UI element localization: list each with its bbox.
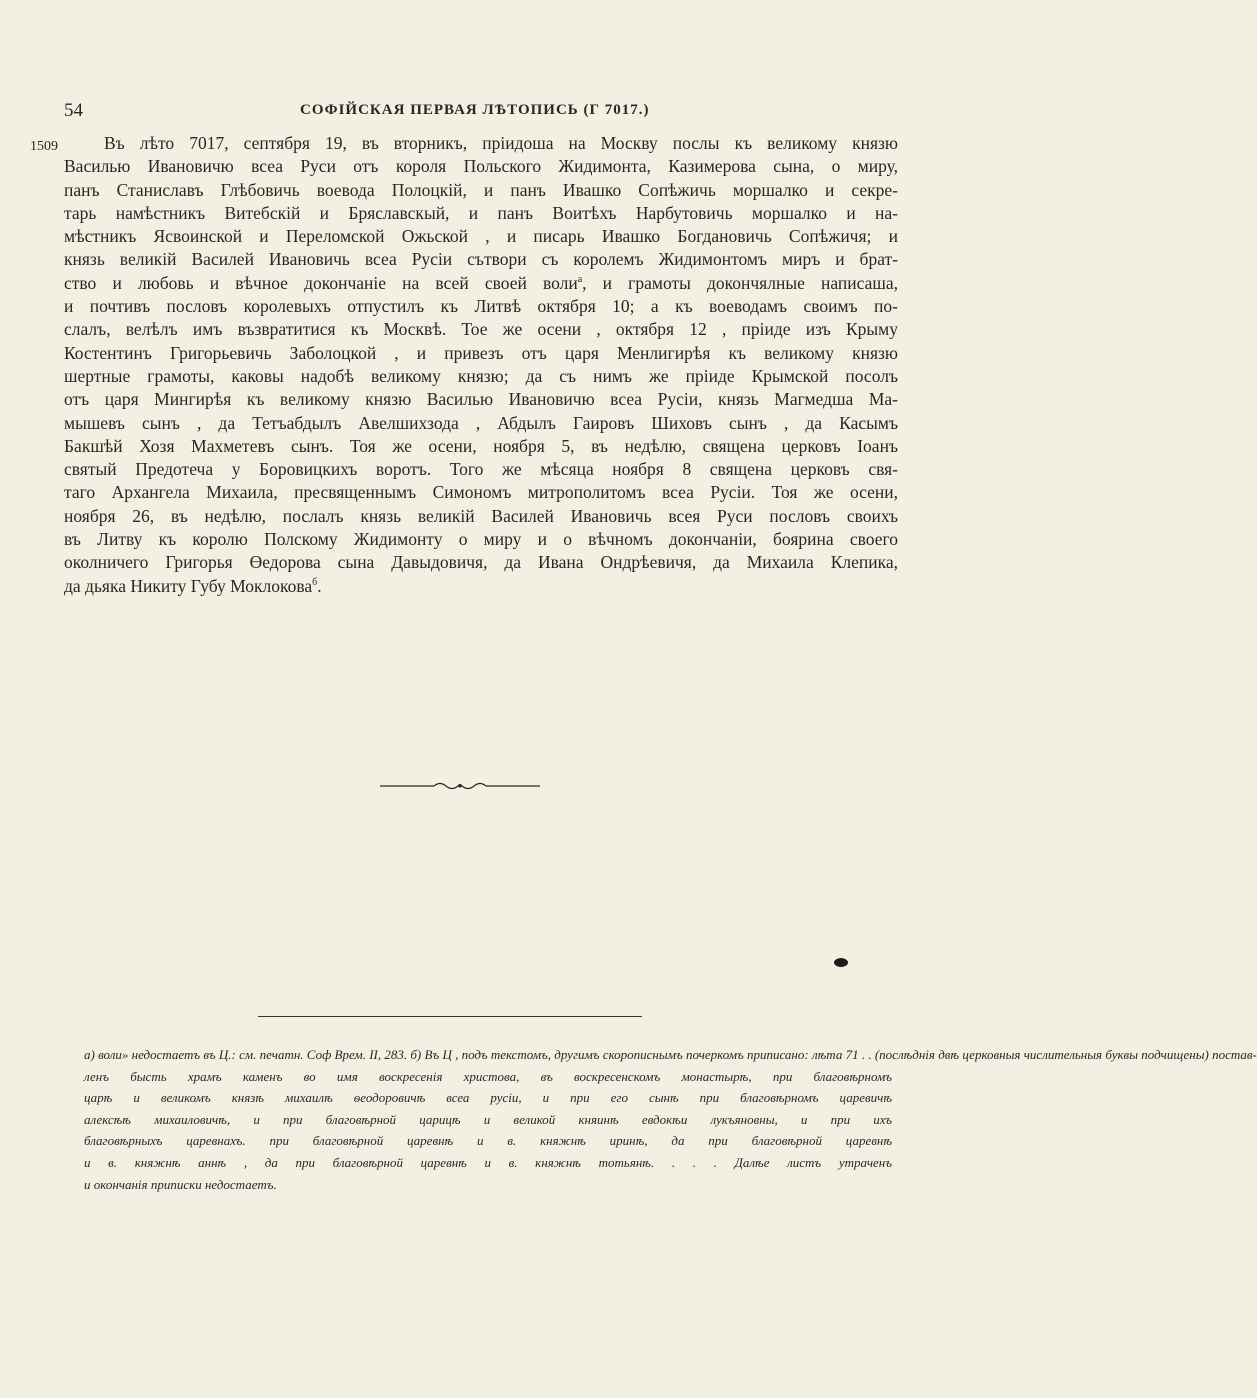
footnote-line: алексѣѣ михаиловичѣ, и при благовѣрной царицѣ и великой княинѣ евдокѣи лукъяновны, и при ихъ xyxy=(84,1111,892,1127)
text-line: панъ Станиславъ Глѣбовичь воевода Полоцкій, и панъ Ивашко Сопѣжичь моршалко и секре- xyxy=(64,179,898,200)
text-line: тарь намѣстникъ Витебскій и Бряславскый, и панъ Воитѣхъ Нарбутовичь моршалко и на- xyxy=(64,202,898,223)
text-line: шертные грамоты, каковы надобѣ великому князю; да съ нимъ же пріиде Крымской посолъ xyxy=(64,365,898,386)
ornament-divider xyxy=(380,780,540,792)
text-line-with-footnote: да дьяка Никиту Губу Моклокова$^б$. xyxy=(64,575,322,596)
text-fragment: ство и любовь и вѣчное докончаніе на всей своей воли xyxy=(64,272,578,293)
running-title: СОФІЙСКАЯ ПЕРВАЯ ЛѢТОПИСЬ (Г 7017.) xyxy=(300,102,650,118)
text-line: Василью Ивановичю всеа Руси отъ короля Польского Жидимонта, Казимерова сына, о миру, xyxy=(64,156,898,177)
text-line: мѣстникъ Ясвоинской и Переломской Ожьской , и писарь Ивашко Богдановичь Сопѣжичя; и xyxy=(64,226,898,247)
text-line: околничего Григорья Өедорова сына Давыдовичя, да Ивана Ондрѣевичя, да Михаила Клепика, xyxy=(64,552,898,573)
footnotes xyxy=(84,1044,1257,1195)
footnote-line: царѣ и великомъ князѣ михаилѣ ѳеодоровичѣ всеа русіи, и при его сынѣ при благовѣрномъ царевичѣ xyxy=(84,1090,892,1106)
text-line: князь великій Василей Ивановичь всеа Русіи сътвори съ королемъ Жидимонтомъ миръ и брат- xyxy=(64,249,898,270)
text-line: слалъ, велѣлъ имъ възвратитися къ Москвѣ. Тое же осени , октября 12 , пріиде изъ Крыму xyxy=(64,319,898,340)
footnote-separator xyxy=(258,1016,642,1017)
text-line: и почтивъ пословъ королевыхъ отпустилъ къ Литвѣ октября 10; а къ воеводамъ своимъ по- xyxy=(64,296,898,317)
text-line-with-footnote xyxy=(64,272,898,295)
footnote-line: а) воли» недостаетъ въ Ц.: см. печатн. Соф Врем. II, 283. б) Въ Ц , подъ текстомъ, другимъ скорописнымъ почеркомъ приписано: лѣта 71 . . (послѣднія двѣ церковныя числительныя буквы подчищены) постав- xyxy=(84,1047,1257,1062)
text-fragment: да дьяка Никиту Губу Моклокова xyxy=(64,575,313,596)
footnote-marker-b: б xyxy=(312,576,318,588)
text-line: святый Предотеча у Боровицкихъ воротъ. Того же мѣсяца ноября 8 священа церковъ свя- xyxy=(64,459,898,480)
footnote-line: благовѣрныхъ царевнахъ. при благовѣрной царевнѣ и в. княжнѣ иринѣ, да при благовѣрной царевнѣ xyxy=(84,1133,892,1149)
text-line: Въ лѣто 7017, септября 19, въ вторникъ, пріидоша на Москву послы къ великому князю xyxy=(104,133,898,153)
footnote-line: и в. княжнѣ аннѣ , да при благовѣрной царевнѣ и в. княжнѣ тотьянѣ. . . . Далѣе листъ утраченъ xyxy=(84,1154,892,1170)
text-fragment: , и грамоты докончялные написаша, xyxy=(582,272,898,293)
footnote-line: и окончанія приписки недостаетъ. xyxy=(84,1176,277,1192)
text-line: мышевъ сынъ , да Тетъабдылъ Авелшихзода , Абдылъ Гаировъ Шиховъ сынъ , да Касымъ xyxy=(64,412,898,433)
ink-dot xyxy=(834,958,848,967)
text-line: ноября 26, въ недѣлю, послалъ князь великій Василей Ивановичь всея Руси пословъ своихъ xyxy=(64,505,898,526)
page-number: 54 xyxy=(64,100,83,121)
main-text xyxy=(64,132,898,598)
text-line: отъ царя Мингирѣя къ великому князю Василью Ивановичю всеа Русіи, князь Магмедша Ма- xyxy=(64,389,898,410)
footnote-marker-a: а xyxy=(577,273,583,285)
margin-year-note: 1509 xyxy=(30,139,58,154)
footnote-line: ленъ бысть храмъ каменъ во имя воскресенія христова, въ воскресенскомъ монастырѣ, при благовѣрномъ xyxy=(84,1068,892,1084)
text-line: въ Литву къ королю Полскому Жидимонту о миру и о вѣчномъ докончаніи, боярина своего xyxy=(64,529,898,550)
text-line: Бакшѣй Хозя Махметевъ сынъ. Тоя же осени, ноября 5, въ недѣлю, священа церковъ Іоанъ xyxy=(64,435,898,456)
text-line: таго Архангела Михаила, пресвященнымъ Симономъ митрополитомъ всеа Русіи. Тоя же осени, xyxy=(64,482,898,503)
text-line: Костентинъ Григорьевичь Заболоцкой , и привезъ отъ царя Менлигирѣя къ великому князю xyxy=(64,342,898,363)
